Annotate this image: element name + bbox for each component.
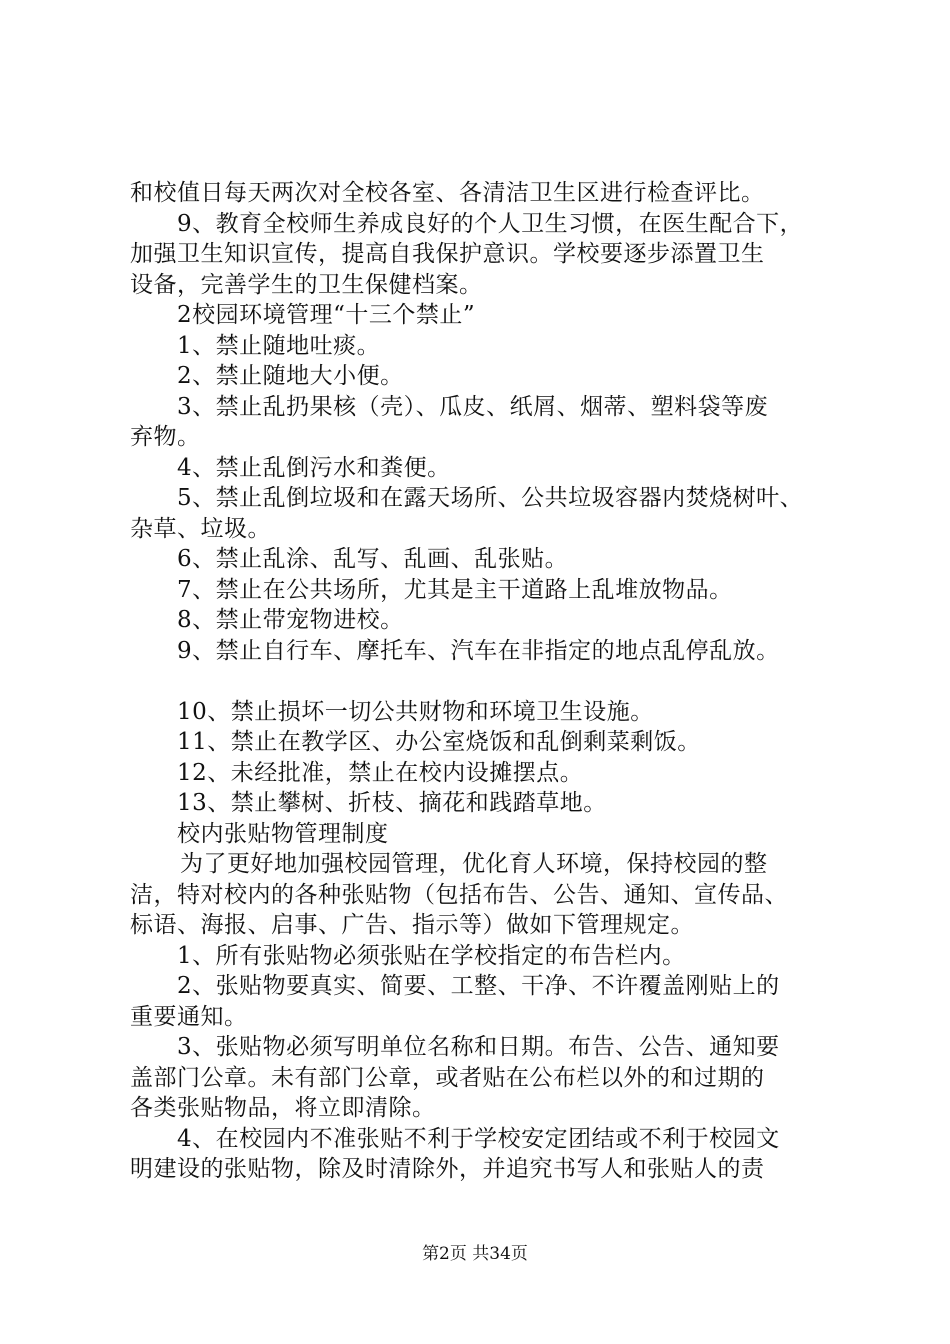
text-line: 8、禁止带宠物进校。: [177, 607, 404, 633]
text-line: 杂草、垃圾。: [130, 515, 271, 542]
text-line: 7、禁止在公共场所，尤其是主干道路上乱堆放物品。: [177, 576, 733, 603]
text-line: 加强卫生知识宣传，提高自我保护意识。学校要逐步添置卫生: [130, 241, 765, 267]
text-line: 明建设的张贴物，除及时清除外，并追究书写人和张贴人的责: [130, 1156, 765, 1182]
text-line: 2校园环境管理“十三个禁止”: [177, 302, 476, 328]
text-line: 2、张贴物要真实、简要、工整、干净、不许覆盖刚贴上的: [177, 973, 780, 999]
text-line: 设备，完善学生的卫生保健档案。: [130, 271, 483, 298]
text-line: [130, 666, 850, 697]
text-line: 弃物。: [130, 424, 201, 450]
text-line: 校内张贴物管理制度: [177, 820, 389, 847]
text-line: 为了更好地加强校园管理，优化育人环境，保持校园的整: [180, 851, 768, 877]
text-line: 6、禁止乱涂、乱写、乱画、乱张贴。: [177, 546, 569, 572]
text-line: 标语、海报、启事、广告、指示等）做如下管理规定。: [130, 912, 694, 938]
text-line: 11、禁止在教学区、办公室烧饭和乱倒剩菜剩饭。: [177, 729, 701, 755]
text-line: 9、教育全校师生养成良好的个人卫生习惯，在医生配合下，: [177, 210, 804, 237]
text-line: 13、禁止攀树、折枝、摘花和践踏草地。: [177, 790, 607, 816]
text-line: 4、禁止乱倒污水和粪便。: [177, 454, 451, 481]
text-line: 盖部门公章。未有部门公章，或者贴在公布栏以外的和过期的: [130, 1064, 765, 1091]
page-footer: 第2页 共34页: [422, 1244, 528, 1264]
text-line: 3、禁止乱扔果核（壳）、瓜皮、纸屑、烟蒂、塑料袋等废: [177, 393, 769, 420]
text-line: 10、禁止损坏一切公共财物和环境卫生设施。: [177, 698, 654, 725]
text-line: 和校值日每天两次对全校各室、各清洁卫生区进行检查评比。: [130, 180, 765, 206]
text-line: 重要通知。: [130, 1003, 248, 1030]
text-line: 12、未经批准，禁止在校内设摊摆点。: [177, 759, 584, 786]
text-line: 各类张贴物品，将立即清除。: [130, 1095, 436, 1121]
text-line: 洁，特对校内的各种张贴物（包括布告、公告、通知、宣传品、: [130, 881, 788, 908]
text-line: 4、在校园内不准张贴不利于学校安定团结或不利于校园文: [177, 1125, 780, 1152]
text-line: 2、禁止随地大小便。: [177, 363, 404, 389]
text-line: 1、所有张贴物必须张贴在学校指定的布告栏内。: [177, 942, 686, 969]
text-line: 1、禁止随地吐痰。: [177, 332, 381, 359]
document-body: [130, 178, 850, 1185]
text-line: 3、张贴物必须写明单位名称和日期。布告、公告、通知要: [177, 1034, 780, 1060]
text-line: 5、禁止乱倒垃圾和在露天场所、公共垃圾容器内焚烧树叶、: [177, 485, 804, 511]
text-line: 9、禁止自行车、摩托车、汽车在非指定的地点乱停乱放。: [177, 637, 780, 664]
